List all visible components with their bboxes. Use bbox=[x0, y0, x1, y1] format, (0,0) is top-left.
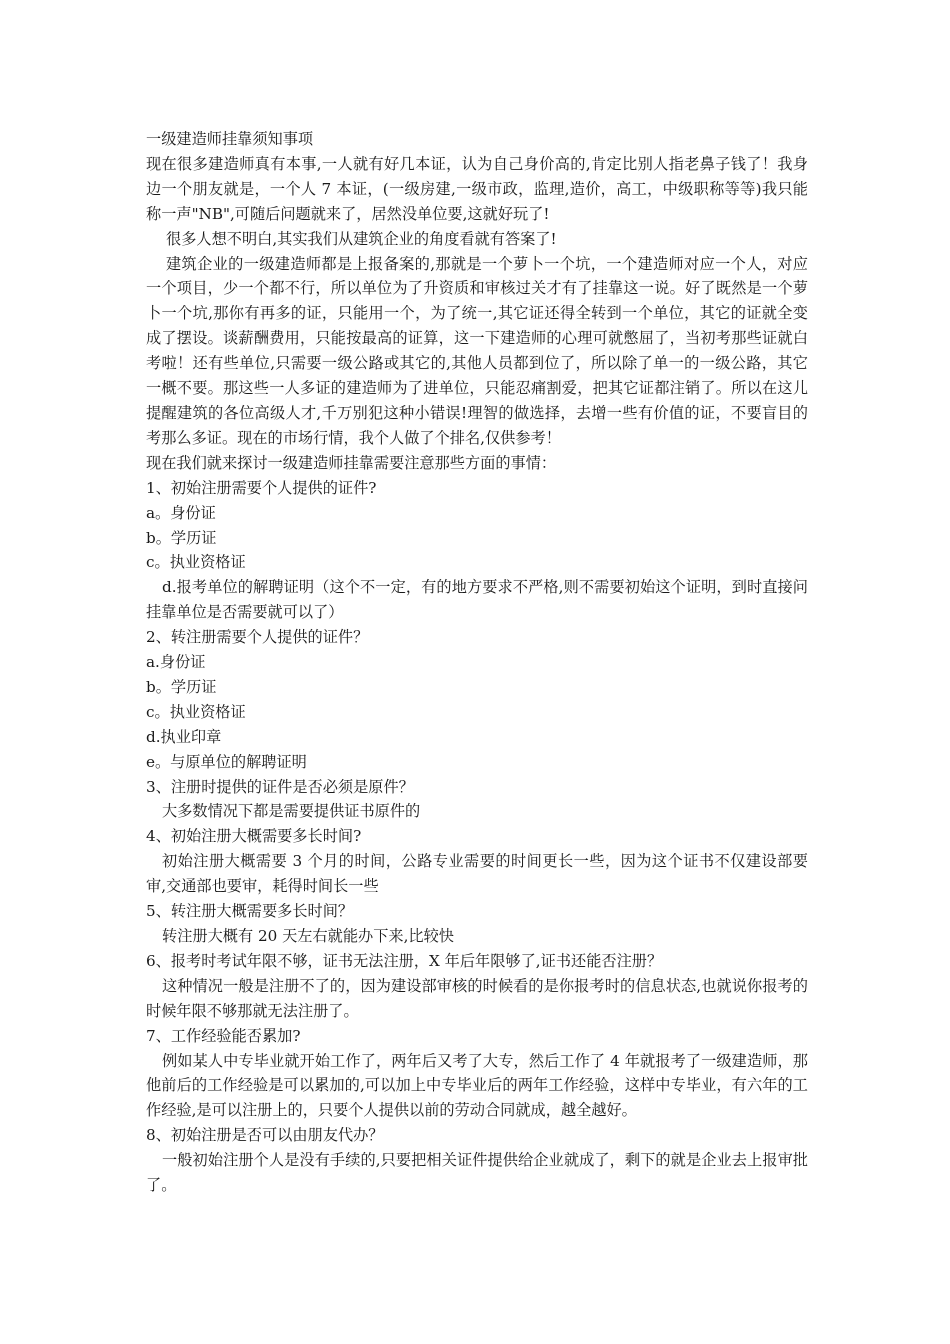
answer-paragraph: 这种情况一般是注册不了的，因为建设部审核的时候看的是你报考时的信息状态,也就说你报考的时候年限不够那就无法注册了。 bbox=[146, 976, 808, 1020]
intro-paragraph: 建筑企业的一级建造师都是上报备案的,那就是一个萝卜一个坑，一个建造师对应一个人，对应一个项目，少一个都不行，所以单位为了升资质和审核过关才有了挂靠这一说。好了既然是一个萝卜一个坑,那你有再多的证，只能用一个，为了统一,其它证还得全转到一个单位，其它的证就全变成了摆设。谈薪酬费用，只能按最高的证算，这一下建造师的心理可就憋屈了，当初考那些证就白考啦！还有些单位,只需要一级公路或其它的,其他人员都到位了，所以除了单一的一级公路，其它一概不要。那这些一人多证的建造师为了进单位，只能忍痛割爱，把其它证都注销了。所以在这儿提醒建筑的各位高级人才,千万别犯这种小错误!理智的做选择，去增一些有价值的证，不要盲目的考那么多证。现在的市场行情，我个人做了个排名,仅供参考！ bbox=[146, 254, 808, 447]
intro-paragraph: 现在我们就来探讨一级建造师挂靠需要注意那些方面的事情： bbox=[146, 453, 557, 472]
list-item: d.执业印章 bbox=[146, 727, 222, 746]
list-item: c。执业资格证 bbox=[146, 702, 246, 721]
answer-paragraph: 例如某人中专毕业就开始工作了，两年后又考了大专，然后工作了 4 年就报考了一级建造师，那他前后的工作经验是可以累加的,可以加上中专毕业后的两年工作经验，这样中专毕业，有六年的工作经验,是可以注册上的，只要个人提供以前的劳动合同就成，越全越好。 bbox=[146, 1051, 808, 1120]
answer-paragraph: 初始注册大概需要 3 个月的时间，公路专业需要的时间更长一些，因为这个证书不仅建设部要审,交通部也要审，耗得时间长一些 bbox=[146, 852, 808, 896]
list-item: b。学历证 bbox=[146, 677, 217, 696]
document-title: 一级建造师挂靠须知事项 bbox=[146, 130, 314, 148]
question-heading: 6、报考时考试年限不够，证书无法注册，X 年后年限够了,证书还能否注册？ bbox=[146, 951, 663, 970]
intro-paragraph: 现在很多建造师真有本事,一人就有好几本证，认为自己身价高的,肯定比别人指老鼻子钱了！我身边一个朋友就是，一个人 7 本证，(一级房建,一级市政，监理,造价，高工，中级职称等等)我只能称一声"NB",可随后问题就来了，居然没单位要,这就好玩了! bbox=[146, 154, 808, 223]
question-heading: 8、初始注册是否可以由朋友代办？ bbox=[146, 1126, 384, 1145]
question-heading: 5、转注册大概需要多长时间？ bbox=[146, 902, 354, 921]
list-item: a.身份证 bbox=[146, 653, 206, 672]
list-item: b。学历证 bbox=[146, 528, 217, 547]
answer-paragraph: 大多数情况下都是需要提供证书原件的 bbox=[162, 802, 421, 821]
question-heading: 1、初始注册需要个人提供的证件? bbox=[146, 478, 377, 497]
list-item: d.报考单位的解聘证明（这个不一定，有的地方要求不严格,则不需要初始这个证明，到时直接问挂靠单位是否需要就可以了） bbox=[146, 578, 808, 622]
question-heading: 4、初始注册大概需要多长时间? bbox=[146, 827, 362, 846]
list-item: c。执业资格证 bbox=[146, 553, 246, 572]
question-heading: 7、工作经验能否累加? bbox=[146, 1026, 301, 1045]
list-item: a。身份证 bbox=[146, 503, 216, 522]
answer-paragraph: 一般初始注册个人是没有手续的,只要把相关证件提供给企业就成了，剩下的就是企业去上报审批了。 bbox=[146, 1151, 808, 1195]
document-page bbox=[146, 127, 808, 1198]
question-heading: 3、注册时提供的证件是否必须是原件？ bbox=[146, 777, 414, 796]
question-heading: 2、转注册需要个人提供的证件？ bbox=[146, 628, 369, 647]
list-item: e。与原单位的解聘证明 bbox=[146, 752, 307, 771]
intro-paragraph: 很多人想不明白,其实我们从建筑企业的角度看就有答案了! bbox=[166, 229, 557, 248]
answer-paragraph: 转注册大概有 20 天左右就能办下来,比较快 bbox=[162, 927, 454, 945]
